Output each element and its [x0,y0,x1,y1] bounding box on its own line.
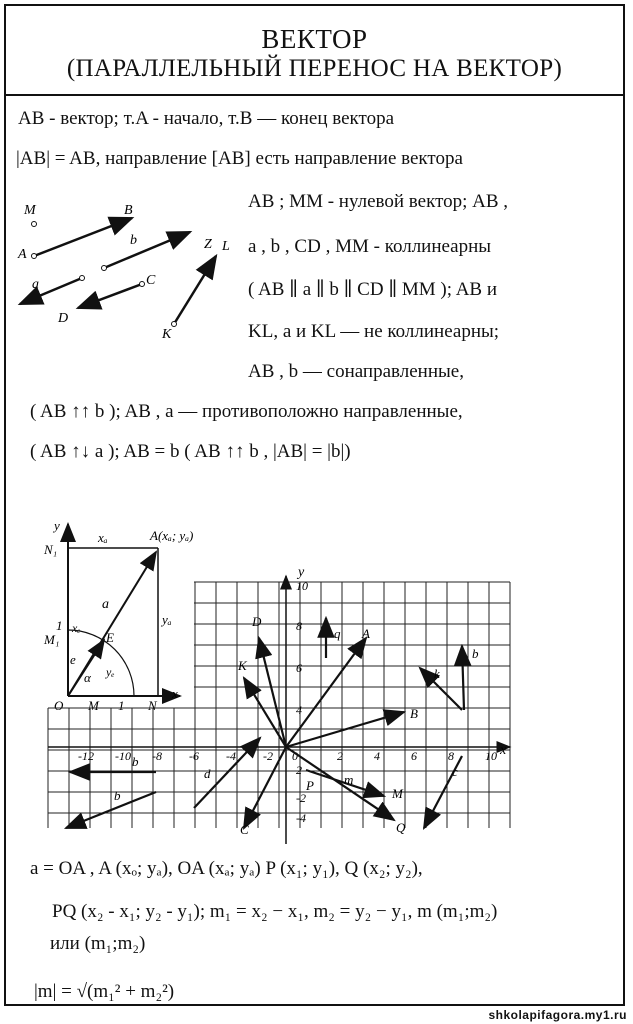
fig2-M1: M₁ [44,632,60,647]
fig2-x: x [172,686,178,701]
vector-grid-figure [44,560,518,850]
grid-vector-label: C [240,822,249,837]
grid-y-tick: 10 [296,579,308,593]
label-L: L [222,239,230,254]
point-a-start [80,276,85,281]
point-K [172,322,177,327]
grid-vector-label: c [452,764,458,779]
formula-line-2: PQ (x₂ - x₁; y₂ - y₁); m₁ = x₂ − x₁, m₂ = y₂ − y₁, m (m₁;m₂) [52,901,498,922]
point-A [32,254,37,259]
grid-y-tick: 6 [296,661,302,675]
grid-vector-label: b [472,646,479,661]
vector-AB [34,218,132,256]
grid-x-tick: 2 [337,749,343,763]
fig2-A: A(xₐ; yₐ) [150,528,194,543]
grid-x-tick: -2 [263,749,273,763]
point-b-start [102,266,107,271]
grid-x-tick: -8 [152,749,162,763]
fig2-xe: xₑ [72,621,81,635]
title-box [6,6,623,96]
label-M: M [24,203,36,218]
fig2-y: y [54,518,60,533]
fig2-N: N [148,698,157,713]
title-line-2: (ПАРАЛЛЕЛЬНЫЙ ПЕРЕНОС НА ВЕКТОР) [66,55,563,82]
formula-line-1: a = OA , A (xₒ; yₐ), OA (xₐ; yₐ) P (x₁; y₁), Q (x₂; y₂), [30,858,423,879]
grid-vector-arrow [244,678,286,747]
vector-CD [78,284,142,308]
grid-vector-arrow [462,646,464,710]
watermark: shkolapifagora.my1.ru [488,1008,627,1022]
grid-x-tick: -6 [189,749,199,763]
text-line-2: |AB| = AB, направление [AB] есть направление вектора [16,148,463,169]
point-M [32,222,37,227]
fig2-a: a [102,597,109,612]
fig2-one-x: 1 [118,698,125,713]
grid-y-tick: 8 [296,619,302,633]
grid-vector-label: D [252,614,262,629]
formula-line-3: или (m₁;m₂) [50,933,146,954]
text-line-3: AB ; MM - нулевой вектор; AB , [248,191,509,212]
grid-vector-label: M [392,786,403,801]
grid-x-tick: 8 [448,749,454,763]
grid-vectors [66,614,479,837]
grid-y-tick: -4 [296,811,306,825]
grid-vector-label: A [362,626,370,641]
grid-x-tick: -10 [115,749,131,763]
grid-vector-label: K [238,658,247,673]
label-A: A [18,247,27,262]
vector-b [104,232,190,268]
grid-y-tick: 4 [296,703,302,717]
fig2-E: E [106,630,114,645]
grid-x-tick: 10 [485,749,497,763]
grid-x-tick: 4 [374,749,380,763]
label-K: K [162,327,172,342]
grid-vector-label: d [204,766,211,781]
collinear-vectors-figure [14,196,244,346]
grid-vector-arrow [259,638,286,747]
label-b: b [130,233,137,248]
fig2-alpha: α [84,670,91,685]
grid-x-tick: 6 [411,749,417,763]
fig2-one-y: 1 [56,618,63,633]
text-line-5: ( AB ∥ a ∥ b ∥ CD ∥ MM ); AB и [248,279,498,300]
grid-vector-label: b [114,788,121,803]
grid-vector-label: P [306,778,314,793]
grid-vector-label: Q [396,820,406,835]
grid-x: x [500,743,507,758]
label-D: D [58,311,69,326]
formula-line-4: |m| = √(m₁² + m₂²) [34,981,175,1002]
text-line-9: ( AB ↑↓ a ); AB = b ( AB ↑↑ b , |AB| = |b|) [30,441,351,462]
vector-KL [174,256,216,324]
text-line-6: KL, a и KL — не коллинеарны; [248,321,500,342]
grid-vector-label: B [410,706,418,721]
grid-vector-label: m [344,772,354,787]
point-C [140,282,145,287]
grid-x-tick: -12 [78,749,94,763]
grid-vector-label: q [334,626,341,641]
grid-x-tick: 0 [292,749,298,763]
fig2-xa: xₐ [98,530,108,545]
grid-vector-label: k [434,666,440,681]
fig2-N1: N₁ [44,542,58,557]
label-C: C [146,273,156,288]
grid-y: y [298,565,305,580]
vector-a [20,278,82,304]
label-Z: Z [204,237,212,252]
fig2-M: M [88,698,99,713]
grid-y-tick: -2 [296,791,306,805]
grid-x-tick: -4 [226,749,236,763]
grid-y-tick: 2 [296,763,302,777]
label-a: a [32,277,39,292]
text-line-8: ( AB ↑↑ b ); AB , a — противоположно направленные, [30,401,463,422]
grid-ticks [78,579,497,825]
text-line-7: AB , b — сонаправленные, [248,361,464,382]
text-line-4: a , b , CD , MM - коллинеарны [248,236,492,257]
fig2-e: e [70,652,76,667]
fig2-O: O [54,698,64,713]
title-line-1: ВЕКТОР [261,24,368,54]
fig2-ya: yₐ [162,612,172,627]
fig2-ye: yₑ [106,665,115,679]
grid-vector-label: b [132,754,139,769]
text-line-1: AB - вектор; т.A - начало, т.B — конец вектора [18,108,395,129]
label-B: B [124,203,133,218]
